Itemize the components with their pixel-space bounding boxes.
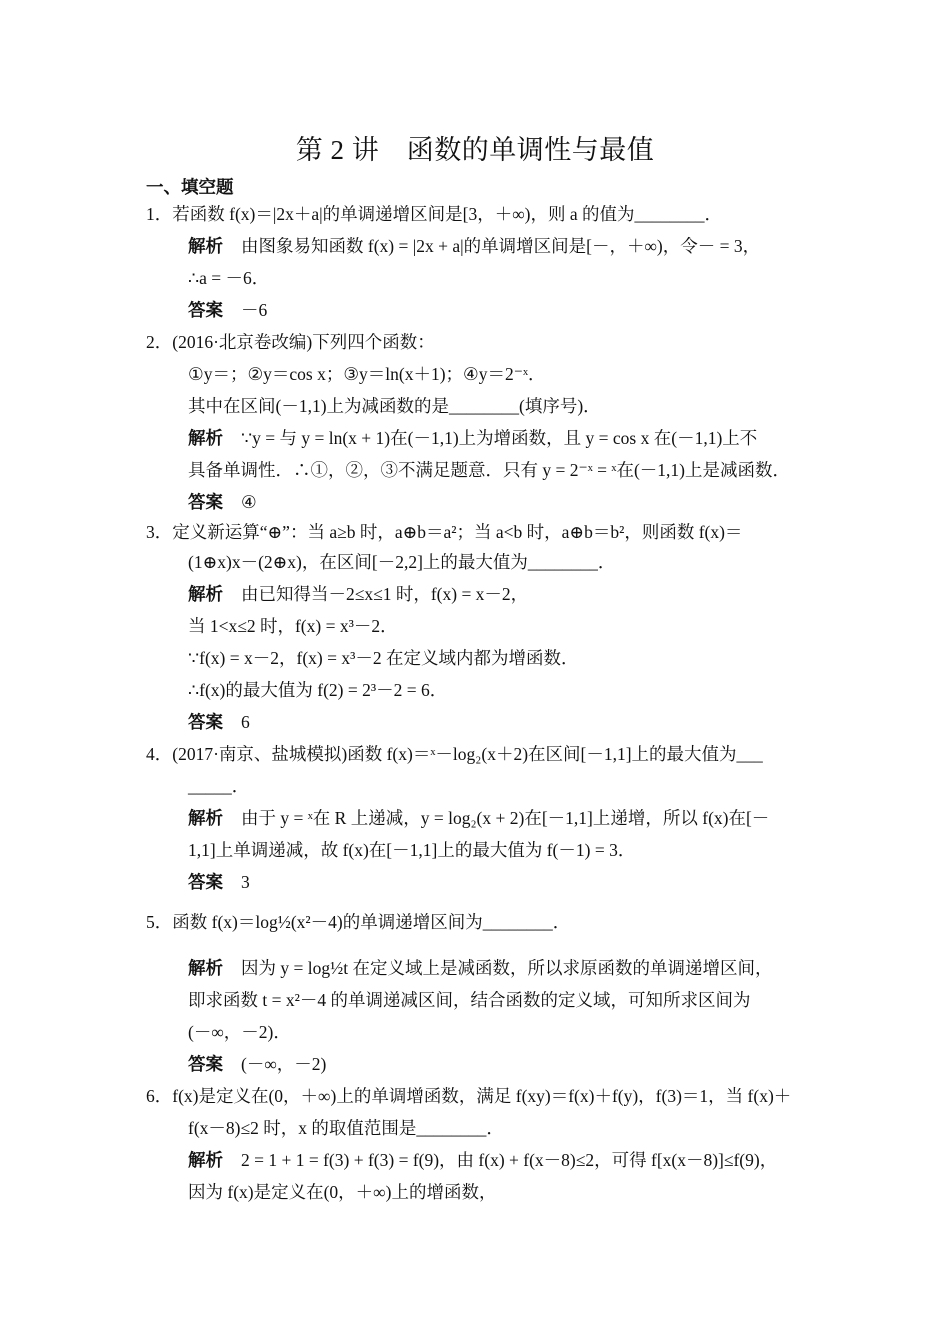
answer-line: 答案 －6 xyxy=(188,300,268,321)
analysis-label: 解析 xyxy=(188,429,223,449)
answer-line: 答案 ④ xyxy=(188,492,257,513)
section-heading: 一、填空题 xyxy=(146,178,234,198)
answer-label: 答案 xyxy=(188,301,223,321)
solution-line: (－∞，－2)． xyxy=(188,1022,291,1042)
analysis-label: 解析 xyxy=(188,585,223,605)
solution-line: 解析 由于 y = ˣ在 R 上递减，y = log₂(x + 2)在[－1,1]上递增，所以 f(x)在[－ xyxy=(188,808,770,829)
solution-line: 具备单调性．∴①，②，③不满足题意．只有 y = 2⁻ˣ = ˣ在(－1,1)上是减函数． xyxy=(188,460,790,480)
solution-line: 解析 2 = 1 + 1 = f(3) + f(3) = f(9)，由 f(x) + f(x－8)≤2，可得 f[x(x－8)]≤f(9)， xyxy=(188,1150,778,1171)
solution-line: 1,1]上单调递减，故 f(x)在[－1,1]上的最大值为 f(－1) = 3． xyxy=(188,840,636,860)
question-line: (1⊕x)x－(2⊕x)，在区间[－2,2]上的最大值为________． xyxy=(188,552,616,572)
page-title: 第 2 讲 函数的单调性与最值 xyxy=(295,135,655,165)
solution-line: ∴a = －6． xyxy=(188,268,270,288)
question-6: 6．f(x)是定义在(0，＋∞)上的单调增函数，满足 f(xy)＝f(x)＋f(y)，f(3)＝1，当 f(x)＋ xyxy=(146,1086,792,1106)
solution-line: ∴f(x)的最大值为 f(2) = 2³－2 = 6． xyxy=(188,680,448,700)
solution-line: 因为 f(x)是定义在(0，＋∞)上的增函数， xyxy=(188,1182,497,1202)
solution-line: 解析 因为 y = log½t 在定义域上是减函数，所以求原函数的单调递增区间， xyxy=(188,958,773,979)
solution-line: ∵f(x) = x－2，f(x) = x³－2 在定义域内都为增函数． xyxy=(188,648,579,668)
question-line: _____． xyxy=(188,776,250,796)
solution-line: 解析 ∵y = 与 y = ln(x + 1)在(－1,1)上为增函数，且 y = cos x 在(－1,1)上不 xyxy=(188,428,758,449)
solution-line: 当 1<x≤2 时，f(x) = x³－2． xyxy=(188,616,398,636)
answer-line: 答案 3 xyxy=(188,872,250,893)
answer-label: 答案 xyxy=(188,873,223,893)
analysis-label: 解析 xyxy=(188,809,223,829)
answer-label: 答案 xyxy=(188,493,223,513)
question-3: 3．定义新运算“⊕”：当 a≥b 时，a⊕b＝a²；当 a<b 时，a⊕b＝b²，则函数 f(x)＝ xyxy=(146,522,743,542)
question-2: 2．(2016·北京卷改编)下列四个函数： xyxy=(146,332,435,352)
question-4: 4．(2017·南京、盐城模拟)函数 f(x)＝ˣ－log₂(x＋2)在区间[－1,1]上的最大值为___ xyxy=(146,744,763,764)
solution-line: 解析 由已知得当－2≤x≤1 时，f(x) = x－2， xyxy=(188,584,529,605)
solution-line: 即求函数 t = x²－4 的单调递减区间，结合函数的定义域，可知所求区间为 xyxy=(188,990,751,1010)
question-1: 1．若函数 f(x)＝|2x＋a|的单调递增区间是[3，＋∞)，则 a 的值为________． xyxy=(146,204,723,224)
answer-label: 答案 xyxy=(188,713,223,733)
analysis-label: 解析 xyxy=(188,237,223,257)
analysis-label: 解析 xyxy=(188,959,223,979)
solution-line: 解析 由图象易知函数 f(x) = |2x + a|的单调增区间是[－，＋∞)，令－ = 3， xyxy=(188,236,761,257)
answer-label: 答案 xyxy=(188,1055,223,1075)
question-5: 5．函数 f(x)＝log½(x²－4)的单调递增区间为________． xyxy=(146,912,571,932)
question-line: ①y＝；②y＝cos x；③y＝ln(x＋1)；④y＝2⁻ˣ． xyxy=(188,364,546,384)
analysis-label: 解析 xyxy=(188,1151,223,1171)
answer-line: 答案 (－∞，－2) xyxy=(188,1054,327,1075)
answer-line: 答案 6 xyxy=(188,712,250,733)
question-line: 其中在区间(－1,1)上为减函数的是________(填序号)． xyxy=(188,396,601,416)
question-line: f(x－8)≤2 时，x 的取值范围是________． xyxy=(188,1118,504,1138)
